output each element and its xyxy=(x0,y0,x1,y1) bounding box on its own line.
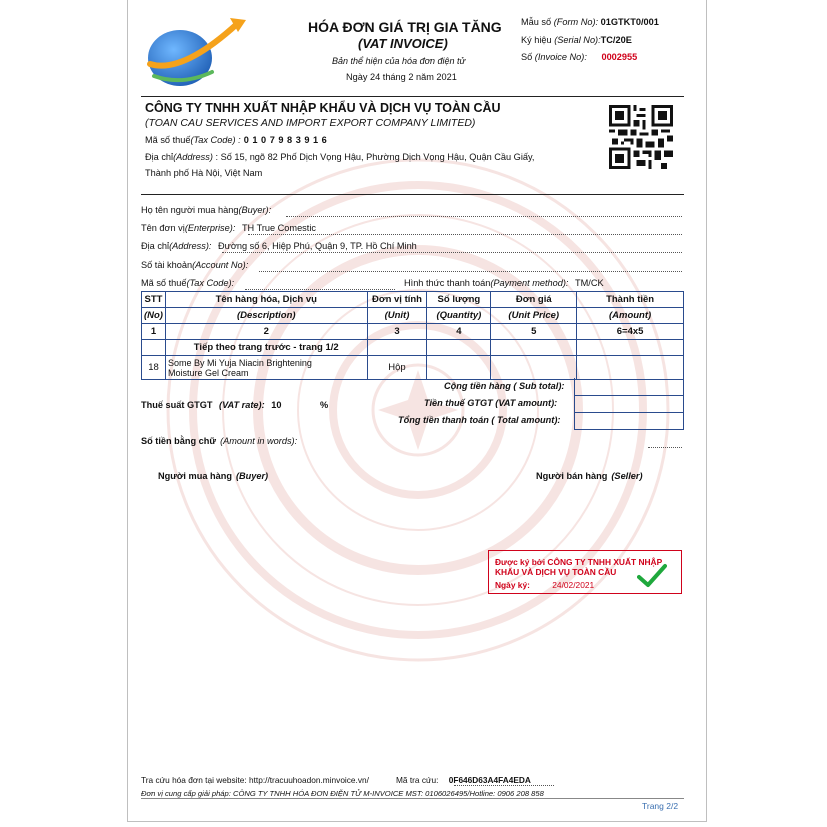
qr-code xyxy=(609,105,673,169)
col-number: 4 xyxy=(427,324,491,340)
seller-name-en: (TOAN CAU SERVICES AND IMPORT EXPORT COMPANY LIMITED) xyxy=(145,117,476,129)
total-amount-label: Tổng tiền thanh toán ( Total amount): xyxy=(398,415,561,425)
signed-by-line2: KHẨU VÀ DỊCH VỤ TOÀN CẦU xyxy=(495,567,617,577)
invoice-page xyxy=(127,0,707,822)
header-no-en: (No) xyxy=(142,308,166,324)
column-number-row xyxy=(142,324,684,340)
vat-rate: Thuế suất GTGT (VAT rate): 10 % xyxy=(141,400,329,410)
page-number: Trang 2/2 xyxy=(642,801,679,811)
buyer-enterprise: Tên đơn vị(Enterprise): TH True Comestic xyxy=(141,223,316,233)
header-amount: Thành tiền xyxy=(577,292,684,308)
form-number: Mẫu số (Form No): 01GTKT0/001 xyxy=(521,17,659,27)
col-number: 5 xyxy=(491,324,577,340)
header-unit-price-en: (Unit Price) xyxy=(491,308,577,324)
seller-tax-code: Mã số thuế(Tax Code) : 0 1 0 7 9 8 3 9 1 6 xyxy=(145,135,328,145)
header-unit-en: (Unit) xyxy=(367,308,427,324)
subtotal-label: Cộng tiền hàng ( Sub total): xyxy=(444,381,565,391)
row-amount xyxy=(577,356,684,380)
continued-note: Tiếp theo trang trước - trang 1/2 xyxy=(165,340,367,356)
invoice-number-value: 0002955 xyxy=(601,52,638,62)
header-description: Tên hàng hóa, Dịch vụ xyxy=(165,292,367,308)
continued-row xyxy=(142,340,684,356)
table-header-en-row xyxy=(142,308,684,324)
buyer-address: Địa chỉ(Address): Đường số 6, Hiệp Phú, Quận 9, TP. Hồ Chí Minh xyxy=(141,241,417,251)
row-quantity xyxy=(427,356,491,380)
invoice-subtitle: (VAT INVOICE) xyxy=(358,36,448,51)
col-number: 3 xyxy=(367,324,427,340)
row-description: Some By Mi Yuja Niacin Brightening Moisture Gel Cream xyxy=(165,356,367,380)
invoice-title: HÓA ĐƠN GIÁ TRỊ GIA TĂNG xyxy=(308,19,502,35)
invoice-number: Số (Invoice No): 0002955 xyxy=(521,52,638,62)
payment-method: Hình thức thanh toán(Payment method): TM/CK xyxy=(404,278,604,288)
header-quantity: Số lượng xyxy=(427,292,491,308)
table-row xyxy=(142,356,684,380)
header-unit: Đơn vị tính xyxy=(367,292,427,308)
seller-signature-label: Người bán hàng (Seller) xyxy=(536,471,643,481)
seller-name: CÔNG TY TNHH XUẤT NHẬP KHẨU VÀ DỊCH VỤ TOÀN CẦU xyxy=(145,101,501,115)
e-invoice-note: Bản thể hiện của hóa đơn điện tử xyxy=(332,56,466,66)
digital-signature-box xyxy=(488,550,682,594)
buyer-name: Họ tên người mua hàng(Buyer): xyxy=(141,205,272,215)
lookup-code: Mã tra cứu: 0F646D63A4FA4EDA xyxy=(396,775,531,785)
table-header-row xyxy=(142,292,684,308)
invoice-date: Ngày 24 tháng 2 năm 2021 xyxy=(346,72,457,82)
amount-in-words: Số tiền bằng chữ (Amount in words): xyxy=(141,436,298,446)
buyer-tax-code: Mã số thuế(Tax Code): xyxy=(141,278,235,288)
lookup-website: Tra cứu hóa đơn tại website: http://tracuuhoadon.minvoice.vn/ xyxy=(141,775,369,785)
vat-amount-label: Tiền thuế GTGT (VAT amount): xyxy=(424,398,558,408)
row-no: 18 xyxy=(142,356,166,380)
col-number: 1 xyxy=(142,324,166,340)
col-number: 2 xyxy=(165,324,367,340)
buyer-account: Số tài khoản(Account No): xyxy=(141,260,249,270)
row-unit: Hộp xyxy=(367,356,427,380)
checkmark-icon xyxy=(637,563,667,589)
signed-date: Ngày ký: 24/02/2021 xyxy=(495,580,595,590)
items-table xyxy=(141,291,684,380)
company-logo xyxy=(142,14,250,88)
header-no: STT xyxy=(142,292,166,308)
header-amount-en: (Amount) xyxy=(577,308,684,324)
seller-address-2: Thành phố Hà Nội, Việt Nam xyxy=(145,168,263,178)
serial-number: Ký hiệu (Serial No):TC/20E xyxy=(521,35,632,45)
header-unit-price: Đơn giá xyxy=(491,292,577,308)
seller-address: Địa chỉ(Address) : Số 15, ngõ 82 Phố Dịch Vọng Hậu, Phường Dịch Vọng Hậu, Quận Cầu Giấy, xyxy=(145,152,535,162)
header-description-en: (Description) xyxy=(165,308,367,324)
row-unit-price xyxy=(491,356,577,380)
header-quantity-en: (Quantity) xyxy=(427,308,491,324)
col-number: 6=4x5 xyxy=(577,324,684,340)
buyer-signature-label: Người mua hàng (Buyer) xyxy=(158,471,269,481)
signed-by-line1: Được ký bởi CÔNG TY TNHH XUẤT NHẬP xyxy=(495,557,663,567)
provider-info: Đơn vị cung cấp giải pháp: CÔNG TY TNHH HÓA ĐƠN ĐIỆN TỬ M-INVOICE MST: 0106026495/Hotline: 0906 208 858 xyxy=(141,789,544,798)
